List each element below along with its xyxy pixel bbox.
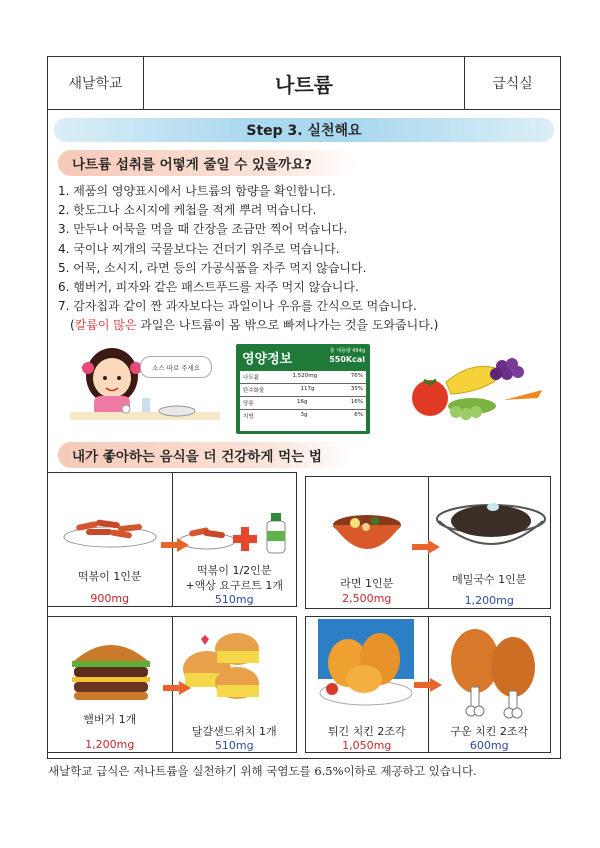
- potassium-highlight: 칼륨이 많은: [74, 318, 137, 333]
- after-sodium: 600mg: [469, 739, 509, 752]
- after-label-extra: +액상 요구르트 1개: [185, 579, 284, 592]
- before-sodium: 2,500mg: [342, 592, 392, 605]
- after-sodium: 1,200mg: [464, 594, 514, 607]
- ramen-image: [330, 507, 404, 563]
- before-sodium: 900mg: [90, 592, 130, 605]
- girl-illustration: [62, 338, 222, 430]
- hamburger-image: [68, 633, 154, 705]
- before-sodium: 1,200mg: [85, 738, 135, 751]
- nutrition-table: [240, 371, 366, 431]
- nutrition-row: 지방 3g 6%: [243, 412, 363, 420]
- comparison-after: [428, 477, 551, 608]
- section-heading-reduce: 나트륨 섭취를 어떻게 줄일 수 있을까요?: [58, 150, 357, 176]
- nutrition-row: 나트륨 1,520mg 76%: [240, 371, 366, 384]
- comparison-before: [48, 617, 172, 752]
- tip-item: 3. 만두나 어묵을 먹을 때 간장을 조금만 찍어 먹습니다.: [58, 222, 348, 237]
- tip-item: 4. 국이나 찌개의 국물보다는 건더기 위주로 먹습니다.: [58, 241, 340, 256]
- half-tteokbokki-yogurt-image: [177, 509, 295, 561]
- before-label: 라면 1인분: [340, 577, 394, 590]
- tip-item: 6. 햄버거, 피자와 같은 패스트푸드를 자주 먹지 않습니다.: [58, 280, 359, 295]
- nutrition-serving: 총 내용량 454g: [329, 348, 365, 354]
- roasted-chicken-image: [439, 621, 543, 721]
- comparison-after: [428, 617, 551, 752]
- nutrition-kcal: 550Kcal: [329, 355, 365, 364]
- school-name: 새날학교: [48, 57, 144, 109]
- footer-note: 새날학교 급식은 저나트륨을 실천하기 위해 국염도를 6.5%이하로 제공하고 있습니다.: [48, 764, 477, 778]
- after-label: 떡볶이 1/2인분: [197, 564, 272, 577]
- comparison-before: [306, 617, 428, 752]
- nutrition-row: 탄수화물 117g 35%: [240, 384, 366, 397]
- fried-chicken-image: [318, 619, 414, 707]
- tip-item: 5. 어묵, 소시지, 라면 등의 가공식품을 자주 먹지 않습니다.: [58, 260, 367, 275]
- tteokbokki-image: [62, 509, 158, 549]
- speech-bubble: 소스 따로 주세요: [140, 356, 212, 378]
- arrow-right-icon: [414, 678, 442, 692]
- tip-item: 2. 핫도그나 소시지에 케첩을 적게 뿌려 먹습니다.: [58, 203, 317, 218]
- comparison-before: [306, 477, 428, 608]
- after-label: 구운 치킨 2조각: [450, 725, 529, 738]
- comparison-before: [48, 473, 172, 606]
- after-label: 달걀샌드위치 1개: [191, 725, 277, 738]
- section-heading-healthy: 내가 좋아하는 음식을 더 건강하게 먹는 법: [58, 442, 352, 468]
- tip-note: (칼륨이 많은 과일은 나트륨이 몸 밖으로 빠져나가는 것을 도와줍니다.): [70, 318, 439, 333]
- comparison-after: [172, 473, 297, 606]
- after-label: 메밀국수 1인분: [452, 573, 527, 586]
- egg-sandwich-image: [179, 619, 263, 703]
- arrow-right-icon: [163, 681, 191, 695]
- step-banner: Step 3. 실천해요: [54, 118, 554, 142]
- nutrition-label: [236, 344, 370, 434]
- tips-list: [58, 182, 438, 336]
- nutrition-row: 당류 16g 16%: [240, 397, 366, 410]
- tip-item: 1. 제품의 영양표시에서 나트륨의 함량을 확인합니다.: [58, 184, 336, 198]
- after-sodium: 510mg: [214, 593, 254, 606]
- buckwheat-noodle-image: [433, 497, 549, 557]
- after-sodium: 510mg: [214, 739, 254, 752]
- tip-item: 7. 감자칩과 같이 짠 과자보다는 과일이나 우유를 간식으로 먹습니다.: [58, 299, 417, 314]
- header-table: [47, 56, 561, 110]
- before-sodium: 1,050mg: [342, 739, 392, 752]
- before-label: 튀긴 치킨 2조각: [327, 725, 406, 738]
- before-label: 햄버거 1개: [83, 713, 137, 726]
- department: 급식실: [464, 57, 560, 109]
- arrow-right-icon: [412, 540, 440, 554]
- before-label: 떡볶이 1인분: [77, 570, 142, 583]
- nutrition-title: 영양정보: [242, 352, 293, 367]
- fruits-vegetables-illustration: [406, 352, 548, 428]
- arrow-right-icon: [161, 538, 189, 552]
- page-title: 나트륨: [275, 72, 333, 97]
